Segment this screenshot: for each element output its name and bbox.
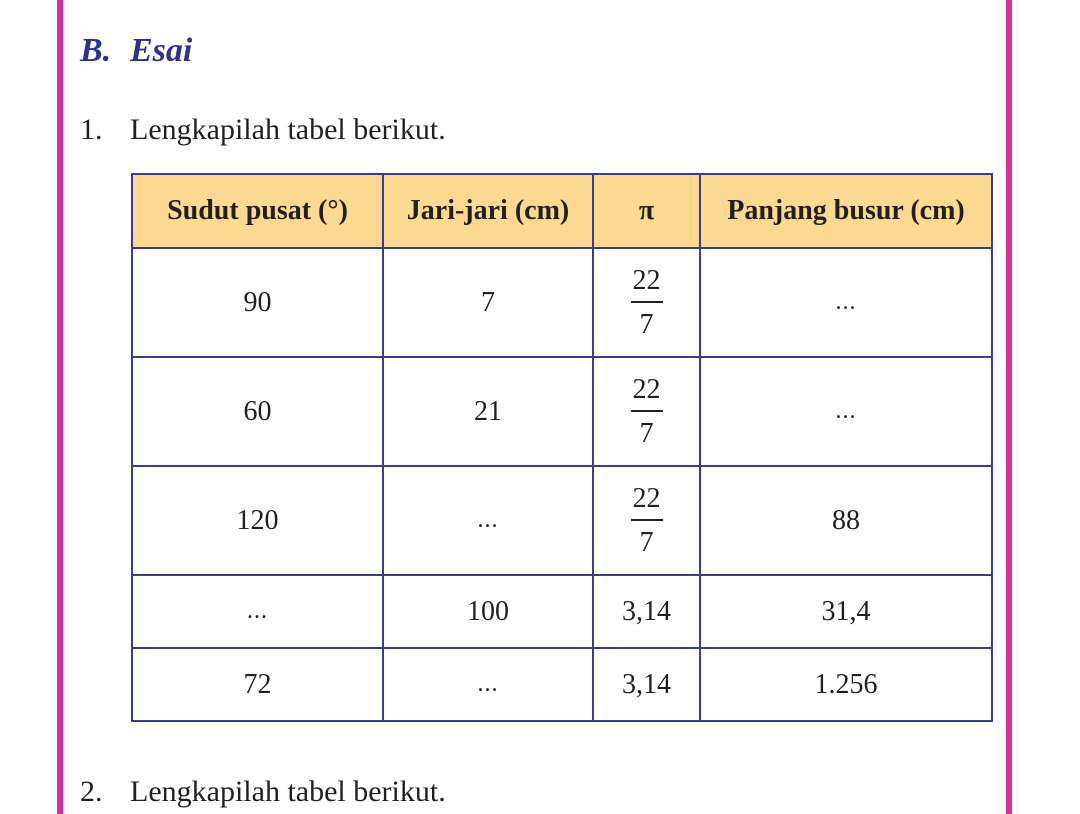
cell-busur: 31,4 — [700, 575, 992, 648]
cell-pi: 3,14 — [593, 575, 700, 648]
cell-busur: 88 — [700, 466, 992, 575]
question-1-text: Lengkapilah tabel berikut. — [130, 113, 446, 146]
question-2 — [80, 775, 446, 809]
cell-jari: ... — [383, 466, 593, 575]
page-border-right — [1006, 0, 1012, 814]
cell-busur: ... — [700, 357, 992, 466]
pi-fraction — [631, 264, 663, 340]
cell-sudut: 90 — [132, 248, 383, 357]
fraction-denominator: 7 — [639, 417, 654, 449]
table-row — [132, 357, 992, 466]
table-row — [132, 575, 992, 648]
cell-pi — [593, 248, 700, 357]
cell-busur: 1.256 — [700, 648, 992, 721]
fraction-numerator: 22 — [631, 485, 663, 521]
cell-pi — [593, 466, 700, 575]
question-1 — [80, 113, 446, 147]
table-row — [132, 648, 992, 721]
header-pi: π — [593, 174, 700, 248]
cell-sudut: 120 — [132, 466, 383, 575]
cell-jari: ... — [383, 648, 593, 721]
cell-busur: ... — [700, 248, 992, 357]
section-letter: B. — [80, 32, 112, 69]
header-sudut-pusat: Sudut pusat (°) — [132, 174, 383, 248]
question-2-number: 2. — [80, 775, 103, 808]
cell-jari: 100 — [383, 575, 593, 648]
arc-length-table — [131, 173, 993, 722]
page-border-left — [57, 0, 63, 814]
cell-sudut: 72 — [132, 648, 383, 721]
fraction-numerator: 22 — [631, 267, 663, 303]
table-row — [132, 466, 992, 575]
header-panjang-busur: Panjang busur (cm) — [700, 174, 992, 248]
question-1-number: 1. — [80, 113, 103, 146]
cell-sudut: 60 — [132, 357, 383, 466]
table-header-row — [132, 174, 992, 248]
pi-fraction — [631, 482, 663, 558]
header-jari-jari: Jari-jari (cm) — [383, 174, 593, 248]
fraction-denominator: 7 — [639, 308, 654, 340]
section-title-text: Esai — [130, 32, 193, 69]
section-heading — [80, 32, 192, 70]
cell-jari: 7 — [383, 248, 593, 357]
question-2-text: Lengkapilah tabel berikut. — [130, 775, 446, 808]
cell-pi: 3,14 — [593, 648, 700, 721]
cell-jari: 21 — [383, 357, 593, 466]
cell-pi — [593, 357, 700, 466]
cell-sudut: ... — [132, 575, 383, 648]
fraction-denominator: 7 — [639, 526, 654, 558]
pi-fraction — [631, 373, 663, 449]
table-row — [132, 248, 992, 357]
fraction-numerator: 22 — [631, 376, 663, 412]
